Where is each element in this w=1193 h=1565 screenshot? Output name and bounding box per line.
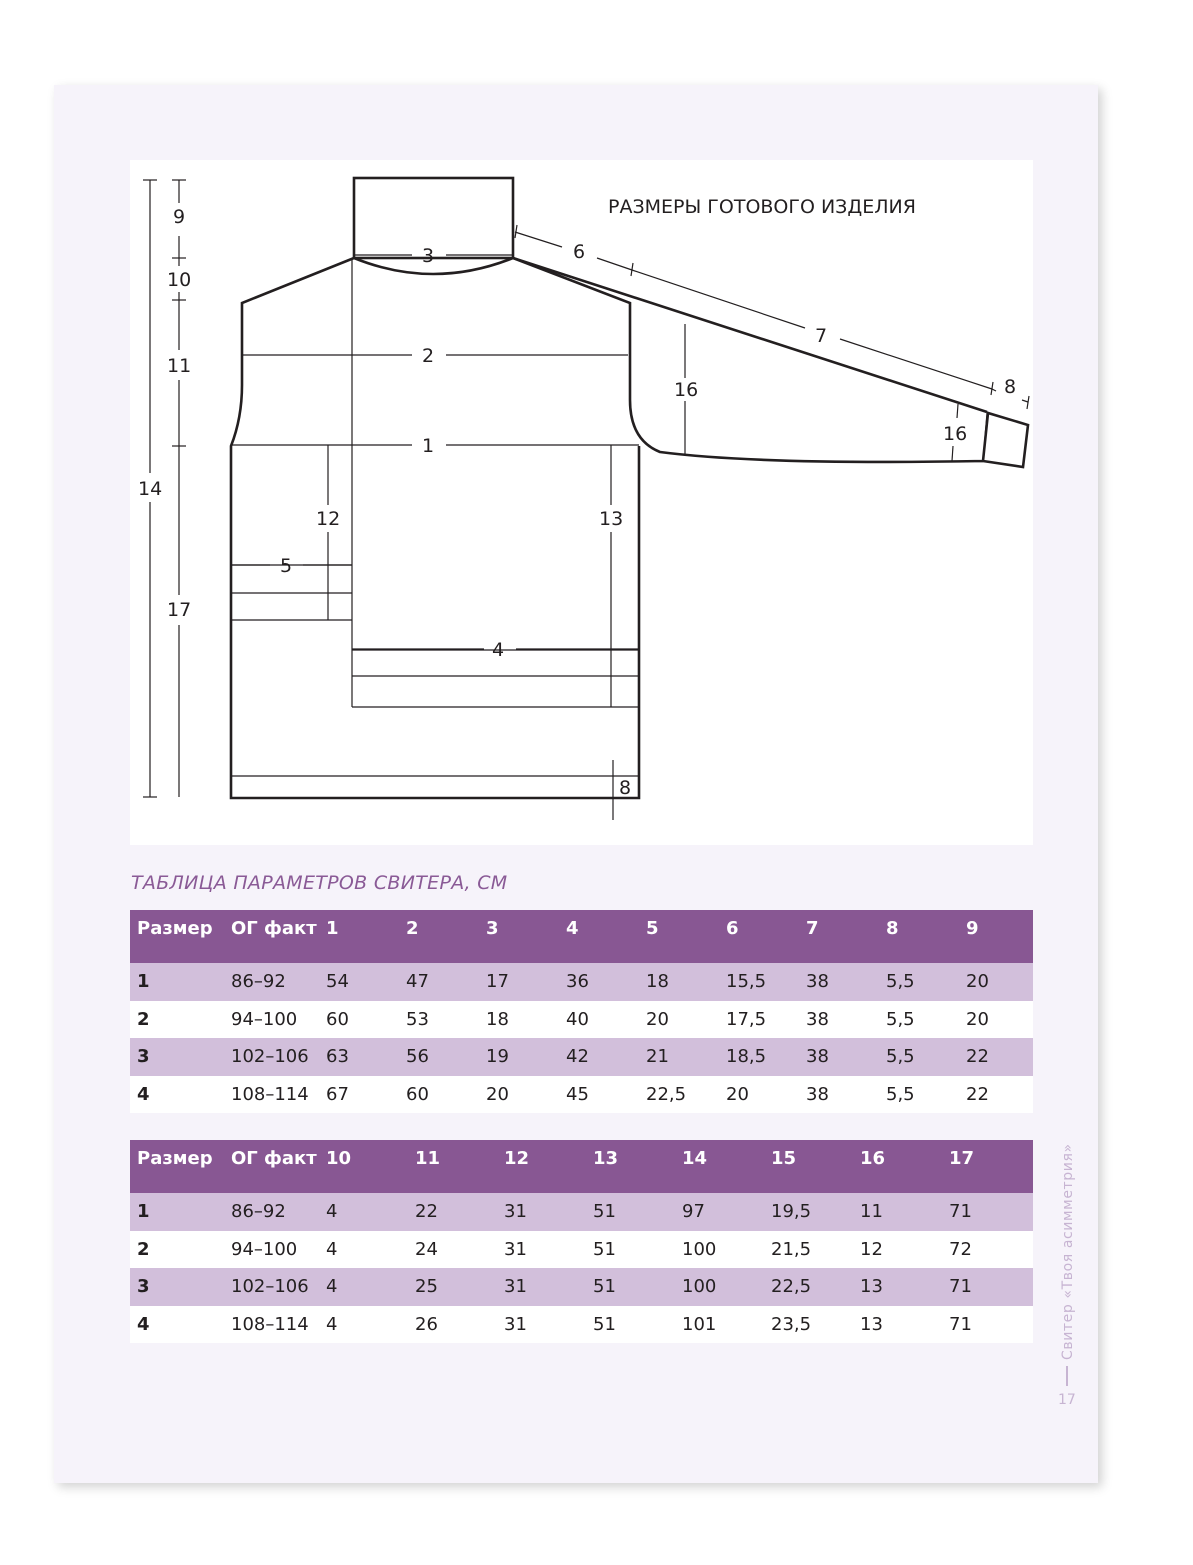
dim-label-16-sleeve: 16 [674, 379, 699, 401]
column-header: 9 [960, 910, 1033, 963]
value-cell: 36 [560, 963, 640, 1001]
value-cell: 21 [640, 1038, 720, 1076]
page-number: 17 [1058, 1392, 1076, 1408]
dim-label-4: 4 [492, 639, 505, 661]
running-title: Свитер «Твоя асимметрия» [1060, 1143, 1076, 1360]
table-row [130, 1193, 1033, 1231]
value-cell: 20 [480, 1076, 560, 1114]
column-header: 4 [560, 910, 640, 963]
value-cell: 22 [409, 1193, 498, 1231]
value-cell: 72 [943, 1231, 1033, 1269]
value-cell: 13 [854, 1306, 943, 1344]
column-header: ОГ факт [225, 910, 320, 963]
value-cell: 97 [676, 1193, 765, 1231]
diagram-title: РАЗМЕРЫ ГОТОВОГО ИЗДЕЛИЯ [608, 196, 916, 218]
value-cell: 4 [320, 1268, 409, 1306]
sweater-schematic [130, 160, 1033, 845]
value-cell: 25 [409, 1268, 498, 1306]
dim-label-16-cuff: 16 [943, 423, 968, 445]
table-body [130, 963, 1033, 1113]
value-cell: 18 [480, 1001, 560, 1039]
column-header: 6 [720, 910, 800, 963]
value-cell: 100 [676, 1268, 765, 1306]
dim-label-13: 13 [599, 508, 624, 530]
value-cell: 94–100 [225, 1001, 320, 1039]
dim-label-3: 3 [422, 245, 435, 267]
value-cell: 100 [676, 1231, 765, 1269]
column-header: 17 [943, 1140, 1033, 1193]
value-cell: 45 [560, 1076, 640, 1114]
size-cell: 3 [130, 1038, 225, 1076]
value-cell: 51 [587, 1268, 676, 1306]
table-row [130, 1038, 1033, 1076]
value-cell: 51 [587, 1193, 676, 1231]
column-header: Размер [130, 910, 225, 963]
size-cell: 3 [130, 1268, 225, 1306]
table-row [130, 1268, 1033, 1306]
value-cell: 22,5 [640, 1076, 720, 1114]
params-table-1 [130, 910, 1033, 1113]
value-cell: 31 [498, 1193, 587, 1231]
value-cell: 5,5 [880, 1076, 960, 1114]
column-header: 15 [765, 1140, 854, 1193]
value-cell: 47 [400, 963, 480, 1001]
body-outline [231, 258, 639, 798]
side-divider [1066, 1366, 1068, 1386]
table-header-row [130, 1140, 1033, 1193]
value-cell: 19,5 [765, 1193, 854, 1231]
value-cell: 102–106 [225, 1268, 320, 1306]
value-cell: 31 [498, 1268, 587, 1306]
value-cell: 18,5 [720, 1038, 800, 1076]
value-cell: 71 [943, 1268, 1033, 1306]
dim-label-17: 17 [167, 599, 192, 621]
table-row [130, 963, 1033, 1001]
column-header: 16 [854, 1140, 943, 1193]
dim-label-10: 10 [167, 269, 192, 291]
value-cell: 54 [320, 963, 400, 1001]
table-row [130, 1076, 1033, 1114]
value-cell: 4 [320, 1193, 409, 1231]
value-cell: 31 [498, 1306, 587, 1344]
dim-label-12: 12 [316, 508, 341, 530]
value-cell: 21,5 [765, 1231, 854, 1269]
dim-label-1: 1 [422, 435, 435, 457]
value-cell: 26 [409, 1306, 498, 1344]
value-cell: 19 [480, 1038, 560, 1076]
value-cell: 101 [676, 1306, 765, 1344]
value-cell: 13 [854, 1268, 943, 1306]
value-cell: 4 [320, 1306, 409, 1344]
value-cell: 20 [960, 1001, 1033, 1039]
value-cell: 53 [400, 1001, 480, 1039]
column-header: 7 [800, 910, 880, 963]
size-cell: 2 [130, 1001, 225, 1039]
value-cell: 4 [320, 1231, 409, 1269]
size-cell: 1 [130, 1193, 225, 1231]
sleeve-top-line [513, 258, 987, 412]
value-cell: 22 [960, 1076, 1033, 1114]
value-cell: 20 [960, 963, 1033, 1001]
table-section-title: ТАБЛИЦА ПАРАМЕТРОВ СВИТЕРА, СМ [131, 872, 508, 894]
column-header: 10 [320, 1140, 409, 1193]
value-cell: 60 [400, 1076, 480, 1114]
value-cell: 20 [640, 1001, 720, 1039]
size-cell: 1 [130, 963, 225, 1001]
value-cell: 11 [854, 1193, 943, 1231]
value-cell: 108–114 [225, 1076, 320, 1114]
value-cell: 51 [587, 1231, 676, 1269]
dim-label-8-hem: 8 [619, 777, 632, 799]
value-cell: 60 [320, 1001, 400, 1039]
dim-label-9: 9 [173, 206, 186, 228]
value-cell: 18 [640, 963, 720, 1001]
value-cell: 38 [800, 963, 880, 1001]
column-header: Размер [130, 1140, 225, 1193]
value-cell: 5,5 [880, 963, 960, 1001]
value-cell: 86–92 [225, 963, 320, 1001]
column-header: 2 [400, 910, 480, 963]
value-cell: 86–92 [225, 1193, 320, 1231]
value-cell: 40 [560, 1001, 640, 1039]
value-cell: 56 [400, 1038, 480, 1076]
column-header: 11 [409, 1140, 498, 1193]
value-cell: 63 [320, 1038, 400, 1076]
value-cell: 108–114 [225, 1306, 320, 1344]
value-cell: 38 [800, 1076, 880, 1114]
value-cell: 5,5 [880, 1001, 960, 1039]
column-header: 3 [480, 910, 560, 963]
value-cell: 12 [854, 1231, 943, 1269]
dim-label-6: 6 [573, 241, 586, 263]
value-cell: 31 [498, 1231, 587, 1269]
value-cell: 17,5 [720, 1001, 800, 1039]
column-header: 12 [498, 1140, 587, 1193]
table-row [130, 1231, 1033, 1269]
size-cell: 4 [130, 1306, 225, 1344]
value-cell: 23,5 [765, 1306, 854, 1344]
size-cell: 4 [130, 1076, 225, 1114]
table-header-row [130, 910, 1033, 963]
value-cell: 22,5 [765, 1268, 854, 1306]
value-cell: 71 [943, 1193, 1033, 1231]
table-row [130, 1306, 1033, 1344]
value-cell: 22 [960, 1038, 1033, 1076]
column-header: 8 [880, 910, 960, 963]
dim-label-2: 2 [422, 345, 435, 367]
column-header: 5 [640, 910, 720, 963]
dim-label-14: 14 [138, 478, 163, 500]
table-body [130, 1193, 1033, 1343]
table-row [130, 1001, 1033, 1039]
value-cell: 38 [800, 1001, 880, 1039]
dim-label-8-cuff: 8 [1004, 376, 1017, 398]
dim-label-5: 5 [280, 555, 293, 577]
value-cell: 42 [560, 1038, 640, 1076]
dimension-lines [143, 180, 1029, 820]
column-header: 14 [676, 1140, 765, 1193]
value-cell: 94–100 [225, 1231, 320, 1269]
size-cell: 2 [130, 1231, 225, 1269]
value-cell: 17 [480, 963, 560, 1001]
value-cell: 67 [320, 1076, 400, 1114]
schematic-panel [130, 160, 1033, 845]
value-cell: 15,5 [720, 963, 800, 1001]
column-header: ОГ факт [225, 1140, 320, 1193]
dim-label-7: 7 [815, 325, 828, 347]
value-cell: 51 [587, 1306, 676, 1344]
value-cell: 71 [943, 1306, 1033, 1344]
value-cell: 102–106 [225, 1038, 320, 1076]
dim-label-11: 11 [167, 355, 192, 377]
column-header: 13 [587, 1140, 676, 1193]
value-cell: 38 [800, 1038, 880, 1076]
value-cell: 5,5 [880, 1038, 960, 1076]
garment-outline [231, 178, 1028, 798]
value-cell: 24 [409, 1231, 498, 1269]
params-table-2 [130, 1140, 1033, 1343]
value-cell: 20 [720, 1076, 800, 1114]
column-header: 1 [320, 910, 400, 963]
